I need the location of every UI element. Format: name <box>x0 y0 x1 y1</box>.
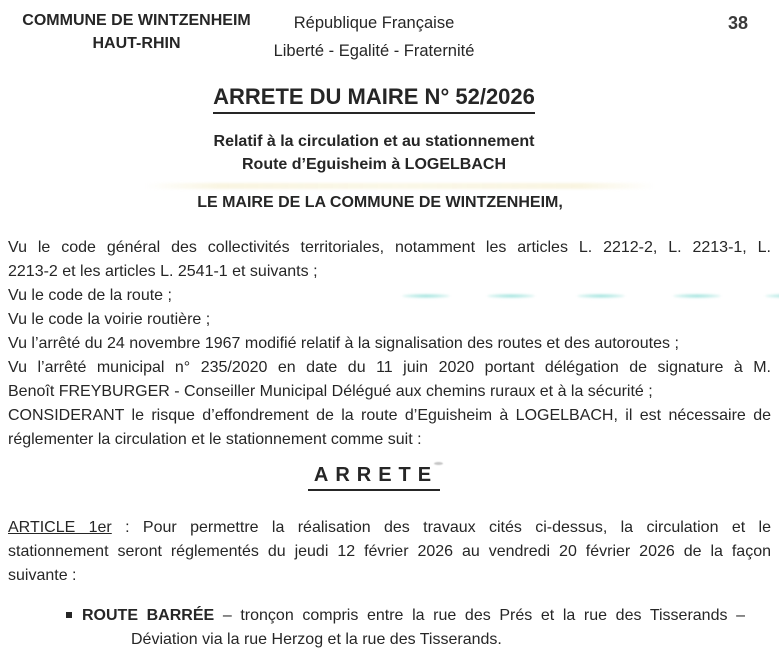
bullet-item-text: – tronçon compris entre la rue des Prés et la rue des Tisserands – <box>214 607 746 624</box>
article-1 <box>8 516 771 588</box>
decree-heading: ARRETE <box>308 464 440 491</box>
recital-line: Benoît FREYBURGER - Conseiller Municipal Délégué aux chemins ruraux et à la sécurité ; <box>8 383 653 400</box>
recital-line: Vu le code la voirie routière ; <box>8 311 211 328</box>
recital-line: Vu l’arrêté du 24 novembre 1967 modifié relatif à la signalisation des routes et des autoroutes ; <box>8 335 679 352</box>
subtitle-line1: Relatif à la circulation et au stationnement <box>213 133 535 150</box>
republic-title: République Française <box>293 14 455 32</box>
recitals <box>8 236 771 452</box>
article-1-text: : Pour permettre la réalisation des travaux cités ci-dessus, la circulation et le <box>111 519 771 536</box>
commune-department: HAUT-RHIN <box>92 35 181 52</box>
scan-artifact-yellow-band <box>145 183 655 189</box>
commune-name: COMMUNE DE WINTZENHEIM <box>22 12 251 29</box>
article-1-line2: stationnement seront réglementés du jeudi 12 février 2026 au vendredi 20 février 2026 de la façon <box>8 543 771 560</box>
document-title: ARRETE DU MAIRE N° 52/2026 <box>213 84 535 114</box>
recital-line: Vu l’arrêté municipal n° 235/2020 en date du 11 juin 2020 portant délégation de signature à M. <box>8 359 771 376</box>
recital-line: réglementer la circulation et le stationnement comme suit : <box>8 431 422 448</box>
document-title-row <box>0 84 748 114</box>
bullet-item-line1 <box>82 604 745 628</box>
salutation: LE MAIRE DE LA COMMUNE DE WINTZENHEIM, <box>197 194 563 211</box>
recital-line: Vu le code général des collectivités territoriales, notamment les articles L. 2212-2, L. 2213-1, L. <box>8 239 771 256</box>
recital-line: CONSIDERANT le risque d’effondrement de la route d’Eguisheim à LOGELBACH, il est nécessaire de <box>8 407 771 424</box>
article-1-label: ARTICLE 1er <box>8 519 112 536</box>
decree-heading-row <box>0 464 748 491</box>
article-1-line1 <box>8 516 771 540</box>
bullet-square-icon <box>66 612 72 618</box>
republic-header <box>0 9 748 65</box>
republic-motto: Liberté - Egalité - Fraternité <box>273 42 475 60</box>
recital-line: Vu le code de la route ; <box>8 287 172 304</box>
page-number: 38 <box>728 13 749 33</box>
subtitle-line2: Route d’Eguisheim à LOGELBACH <box>241 156 506 173</box>
bullet-item-line2: Déviation via la rue Herzog et la rue des Tisserands. <box>131 631 502 648</box>
document-subtitle <box>0 130 748 176</box>
article-1-line3: suivante : <box>8 567 77 584</box>
bullet-item-label: ROUTE BARRÉE <box>82 607 215 624</box>
recital-line: 2213-2 et les articles L. 2541-1 et suivants ; <box>8 263 318 280</box>
